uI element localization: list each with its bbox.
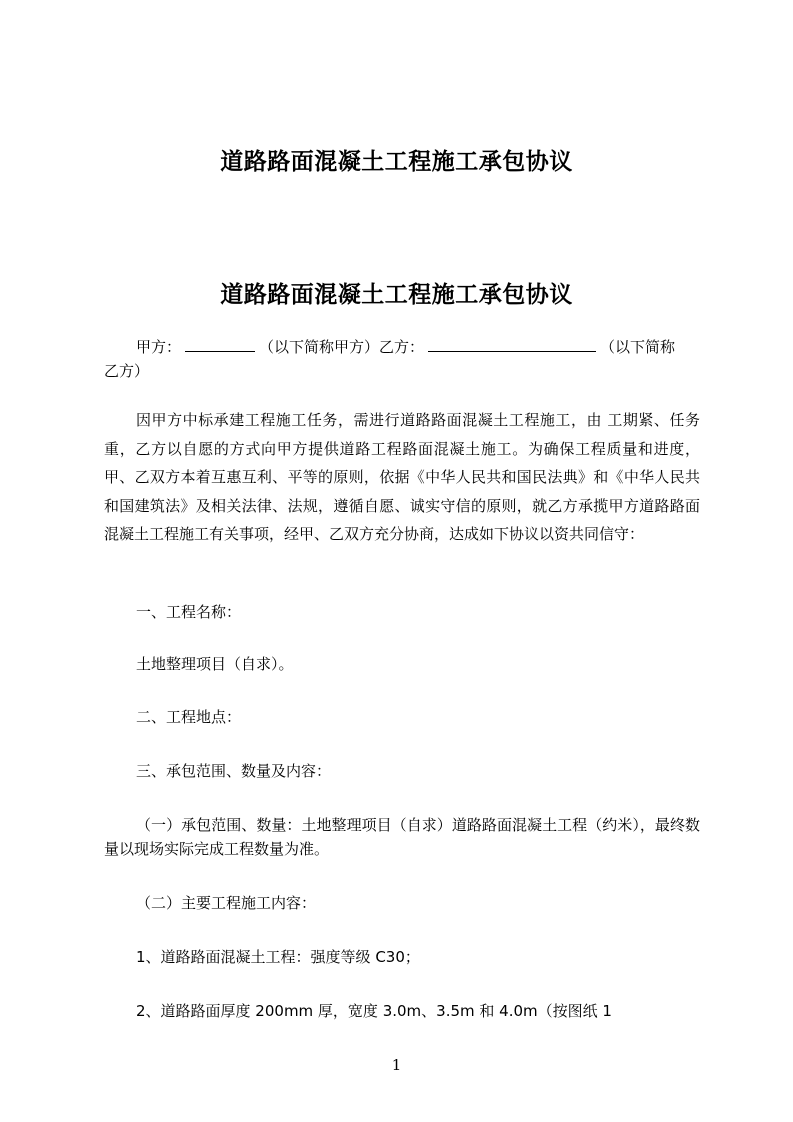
party-a-label: 甲方： [136, 338, 182, 356]
page-number: 1 [391, 1056, 402, 1074]
intro-paragraph: 因甲方中标承建工程施工任务，需进行道路路面混凝土工程施工，由 工期紧、任务重，乙方以自愿的方式向甲方提供道路工程路面混凝土施工。为确保工程质量和进度，甲、乙双方本着互惠互利、平等的原则，依据《中华人民共和国民法典》和《中华人民共和国建筑法》及相关法律、法规，遵循自愿、诚实守信的原则，就乙方承揽甲方道路路面混凝土工程施工有关事项，经甲、乙双方充分协商，达成如下协议以资共同信守： [104, 411, 700, 543]
party-a-suffix: （以下简称甲方）乙方： [259, 338, 425, 356]
section-1-content: 土地整理项目（自求）。 [136, 655, 294, 673]
party-b-blank-line [428, 336, 596, 352]
parties-paragraph [104, 335, 700, 383]
section-1-heading: 一、工程名称： [136, 603, 242, 621]
party-a-blank-line [185, 336, 255, 352]
party-b-suffix: （以下简称 [600, 338, 676, 356]
section-3-sub-1: （一）承包范围、数量：土地整理项目（自求）道路路面混凝土工程（约米），最终数量以现场实际完成工程数量为准。 [104, 816, 700, 858]
party-b-continuation: 乙方） [104, 362, 150, 380]
document-title: 道路路面混凝土工程施工承包协议 [220, 149, 573, 175]
section-3-sub-2: （二）主要工程施工内容： [136, 894, 317, 912]
section-3-heading: 三、承包范围、数量及内容： [136, 762, 332, 780]
content-item-2: 2、道路路面厚度 200mm 厚，宽度 3.0m、3.5m 和 4.0m（按图纸 1 [136, 1002, 612, 1020]
content-item-1: 1、道路路面混凝土工程：强度等级 C30； [136, 948, 420, 966]
section-2-heading: 二、工程地点： [136, 708, 242, 726]
document-title-repeat: 道路路面混凝土工程施工承包协议 [220, 282, 573, 308]
